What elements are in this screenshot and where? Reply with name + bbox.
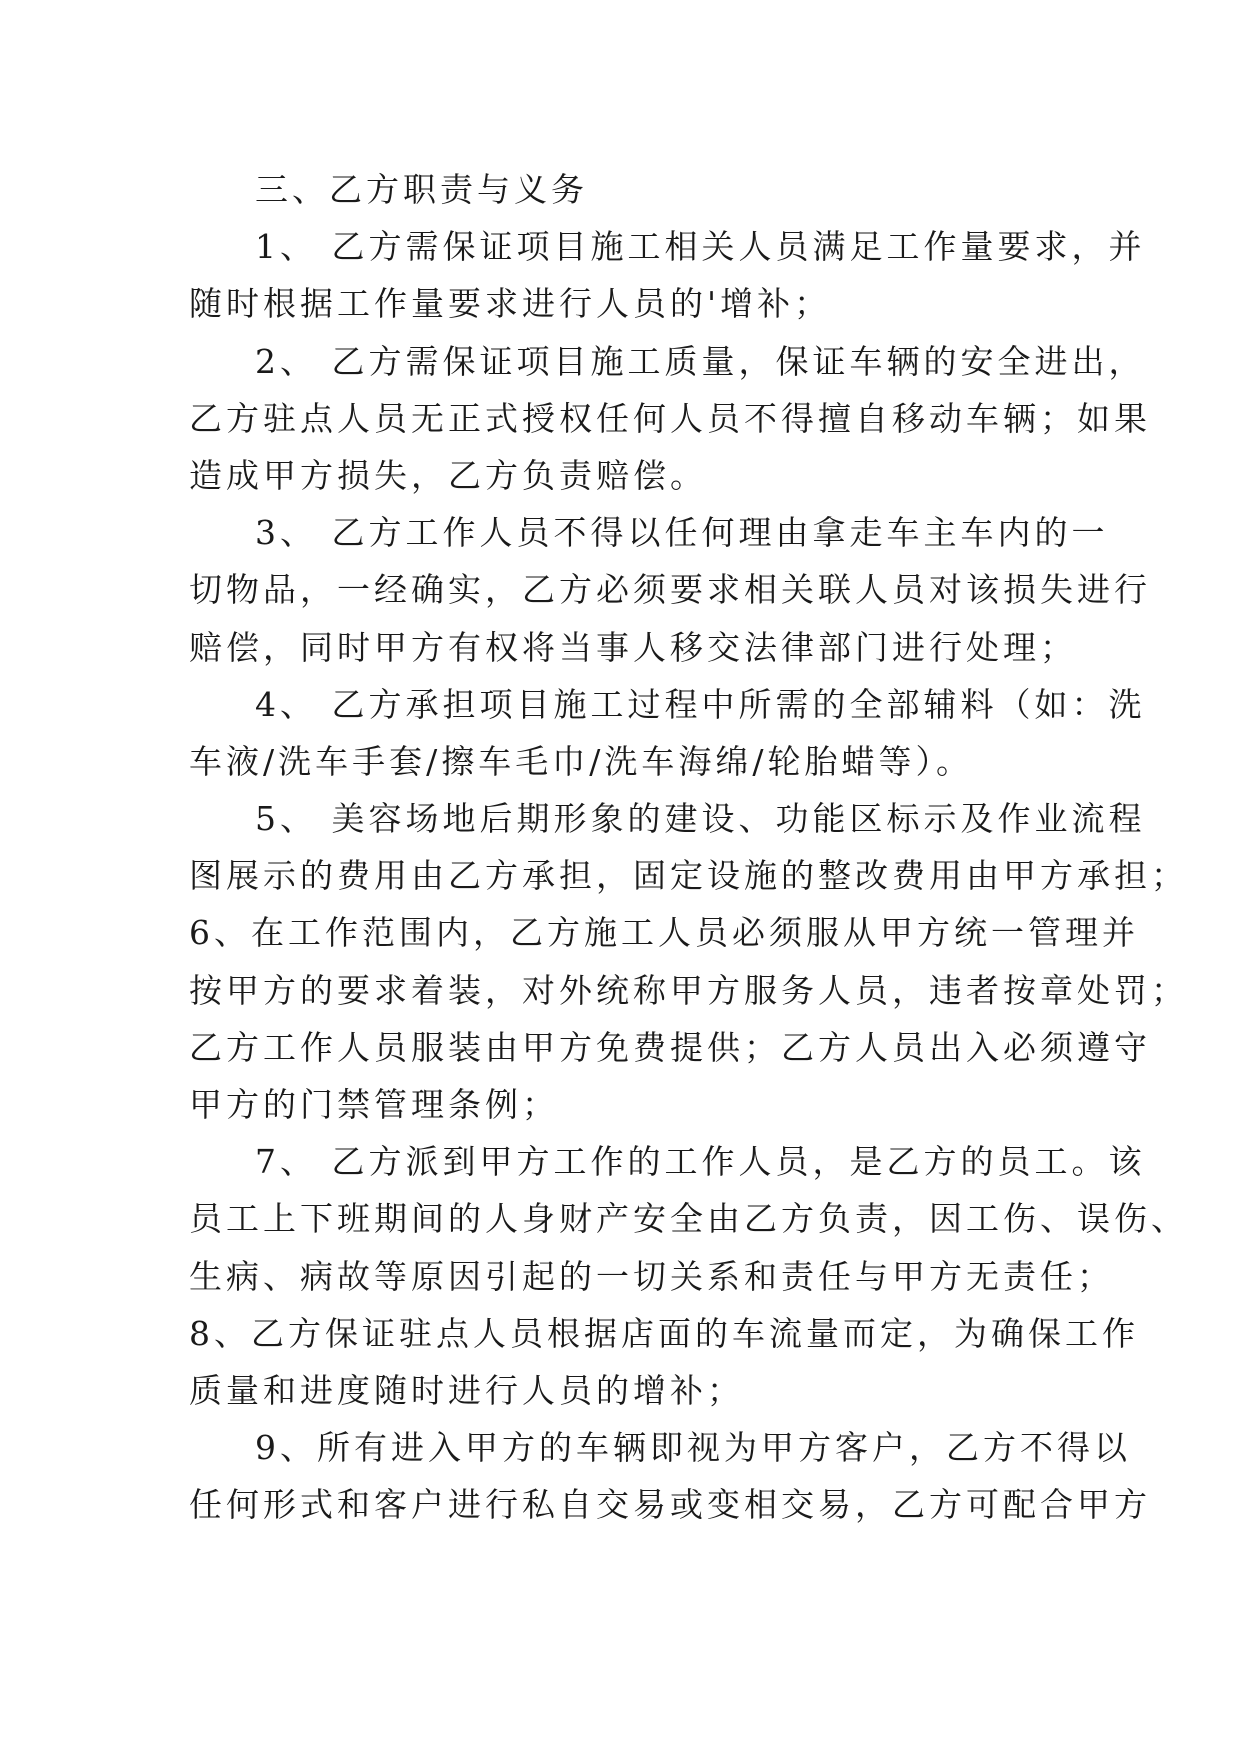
- paragraph-line: 乙方工作人员服装由甲方免费提供；乙方人员出入必须遵守: [189, 1027, 1151, 1067]
- paragraph-line: 5、 美容场地后期形象的建设、功能区标示及作业流程: [255, 799, 1146, 839]
- paragraph-line: 4、 乙方承担项目施工过程中所需的全部辅料（如：洗: [255, 684, 1146, 724]
- paragraph-line: 员工上下班期间的人身财产安全由乙方负责，因工伤、误伤、: [189, 1199, 1188, 1239]
- paragraph-line: 随时根据工作量要求进行人员的'增补；: [189, 284, 832, 324]
- paragraph-line: 任何形式和客户进行私自交易或变相交易，乙方可配合甲方: [189, 1485, 1151, 1525]
- paragraph-line: 3、 乙方工作人员不得以任何理由拿走车主车内的一: [255, 513, 1109, 553]
- paragraph-line: 质量和进度随时进行人员的增补；: [189, 1370, 744, 1410]
- paragraph-line: 2、 乙方需保证项目施工质量，保证车辆的安全进出，: [255, 341, 1146, 381]
- section-heading: 三、乙方职责与义务: [255, 170, 588, 209]
- paragraph-line: 8、乙方保证驻点人员根据店面的车流量而定，为确保工作: [189, 1313, 1139, 1353]
- paragraph-line: 车液/洗车手套/擦车毛巾/洗车海绵/轮胎蜡等）。: [189, 741, 973, 781]
- document-body: [189, 161, 1188, 1534]
- paragraph-line: 生病、病故等原因引起的一切关系和责任与甲方无责任；: [189, 1256, 1114, 1296]
- paragraph-line: 1、 乙方需保证项目施工相关人员满足工作量要求，并: [255, 227, 1146, 267]
- paragraph-line: 切物品，一经确实，乙方必须要求相关联人员对该损失进行: [189, 570, 1151, 610]
- paragraph-line: 6、在工作范围内，乙方施工人员必须服从甲方统一管理并: [189, 913, 1139, 953]
- paragraph-line: 7、 乙方派到甲方工作的工作人员，是乙方的员工。该: [255, 1142, 1146, 1182]
- paragraph-line: 甲方的门禁管理条例；: [189, 1085, 559, 1124]
- paragraph-line: 赔偿，同时甲方有权将当事人移交法律部门进行处理；: [189, 627, 1077, 667]
- paragraph-line: 按甲方的要求着装，对外统称甲方服务人员，违者按章处罚；: [189, 970, 1188, 1010]
- paragraph-line: 造成甲方损失，乙方负责赔偿。: [189, 455, 707, 495]
- paragraph-line: 乙方驻点人员无正式授权任何人员不得擅自移动车辆；如果: [189, 398, 1151, 438]
- paragraph-line: 图展示的费用由乙方承担，固定设施的整改费用由甲方承担；: [189, 856, 1188, 896]
- paragraph-line: 9、所有进入甲方的车辆即视为甲方客户，乙方不得以: [255, 1428, 1131, 1468]
